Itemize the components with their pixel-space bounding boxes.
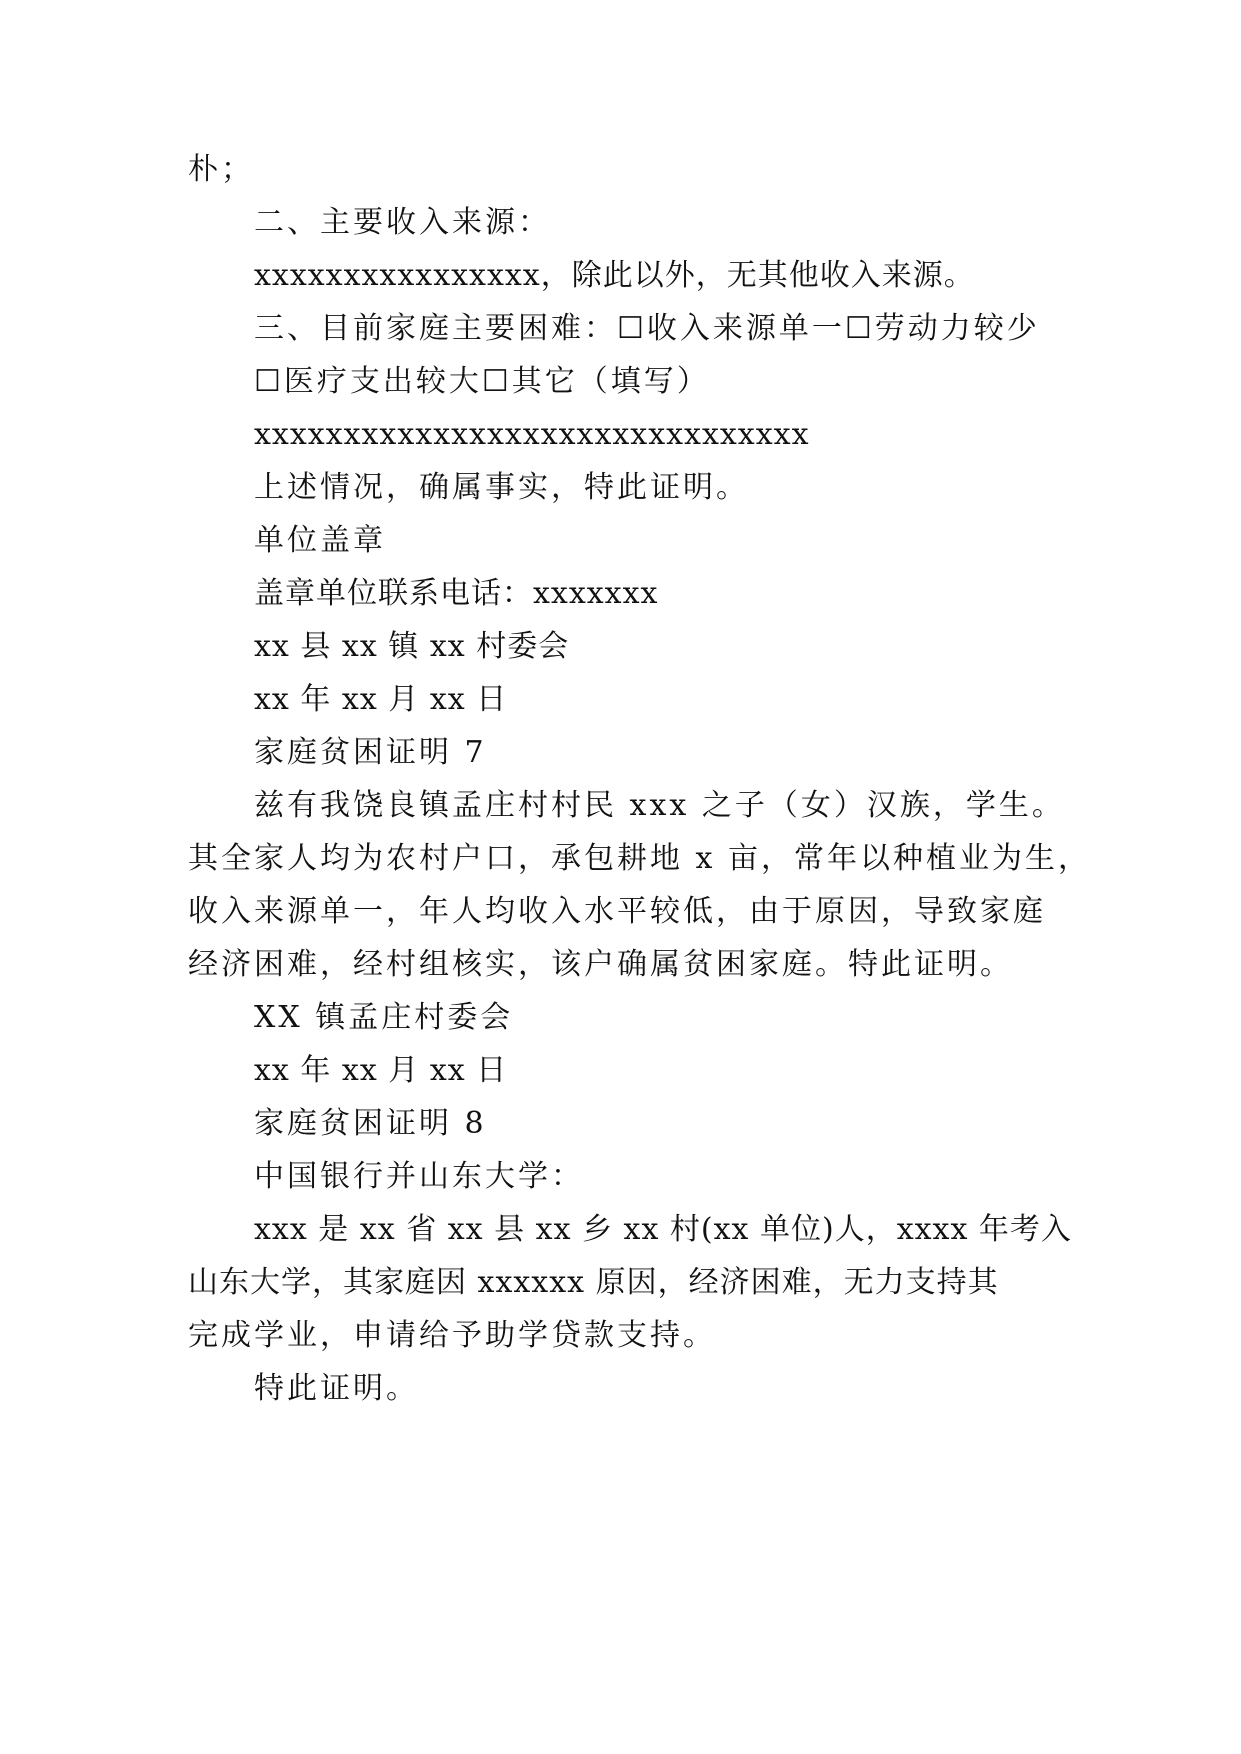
- section-heading-difficulty: 三、目前家庭主要困难：☐收入来源单一☐劳动力较少: [254, 311, 1040, 346]
- signature-org: XX 镇孟庄村委会: [254, 1000, 514, 1035]
- document-title-8: 家庭贫困证明 8: [254, 1106, 487, 1141]
- paragraph-line: 兹有我饶良镇孟庄村村民 xxx 之子（女）汉族，学生。: [254, 788, 1065, 823]
- paragraph-line: xxxxxxxxxxxxxxxxxxxxxxxxxxxxxxx: [254, 417, 810, 452]
- paragraph-line: xxxxxxxxxxxxxxxx，除此以外，无其他收入来源。: [254, 258, 975, 293]
- paragraph-line: 收入来源单一，年人均收入水平较低，由于原因，导致家庭: [188, 894, 1046, 929]
- paragraph-line: ☐医疗支出较大☐其它（填写）: [254, 364, 710, 399]
- section-heading-income: 二、主要收入来源：: [254, 205, 551, 240]
- date-line: xx 年 xx 月 xx 日: [254, 682, 508, 717]
- paragraph-line: 山东大学，其家庭因 xxxxxx 原因，经济困难，无力支持其: [188, 1265, 999, 1300]
- contact-phone-line: 盖章单位联系电话：xxxxxxx: [254, 576, 659, 611]
- closing-line: 特此证明。: [254, 1371, 419, 1406]
- paragraph-line: 上述情况，确属事实，特此证明。: [254, 470, 749, 505]
- paragraph-line: 经济困难，经村组核实，该户确属贫困家庭。特此证明。: [188, 947, 1013, 982]
- salutation: 中国银行并山东大学：: [254, 1159, 584, 1194]
- date-line: xx 年 xx 月 xx 日: [254, 1053, 508, 1088]
- paragraph-line: 朴；: [188, 152, 254, 187]
- seal-label: 单位盖章: [254, 523, 386, 558]
- paragraph-line: 其全家人均为农村户口，承包耕地 x 亩，常年以种植业为生，: [188, 841, 1091, 876]
- paragraph-line: 完成学业，申请给予助学贷款支持。: [188, 1318, 716, 1353]
- document-title-7: 家庭贫困证明 7: [254, 735, 487, 770]
- paragraph-line: xxx 是 xx 省 xx 县 xx 乡 xx 村(xx 单位)人，xxxx 年考入: [254, 1212, 1072, 1247]
- signature-org: xx 县 xx 镇 xx 村委会: [254, 629, 570, 664]
